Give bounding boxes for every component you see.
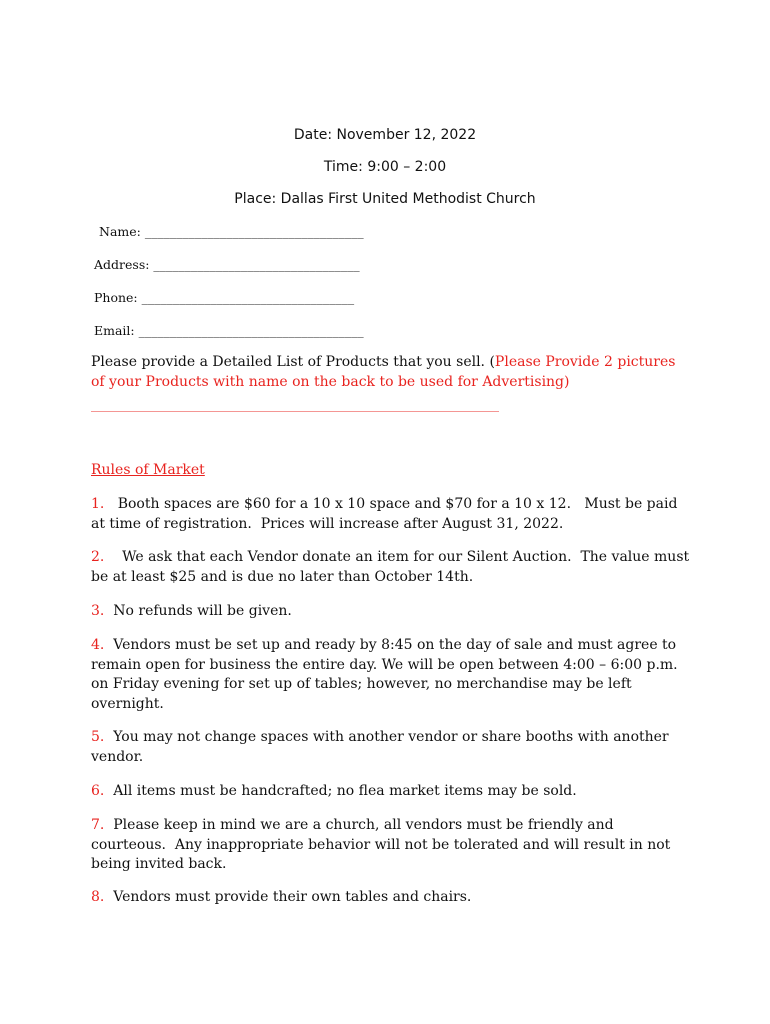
rule-number: 7. (91, 817, 105, 833)
rules-title: Rules of Market (91, 462, 205, 478)
rule-number: 2. (91, 549, 105, 565)
rule-number: 5. (91, 729, 105, 745)
email-field[interactable]: Email: ____________________________________ (94, 323, 364, 338)
rule-text: You may not change spaces with another vendor or share booths with another vendor. (91, 729, 674, 765)
event-place: Place: Dallas First United Methodist Church (234, 191, 536, 207)
products-red-note: Please Provide 2 pictures of your Products with name on the back to be used for Advertising) (91, 354, 676, 390)
rule-item (91, 602, 691, 622)
rule-number: 3. (91, 603, 105, 619)
rule-item (91, 782, 691, 802)
rule-number: 6. (91, 783, 105, 799)
rule-text: No refunds will be given. (104, 603, 292, 619)
rule-number: 4. (91, 637, 105, 653)
rule-text: Vendors must provide their own tables and chairs. (104, 889, 472, 905)
products-request (91, 353, 691, 392)
rule-item (91, 636, 691, 714)
rule-item (91, 816, 691, 875)
address-field[interactable]: Address: _________________________________ (94, 257, 360, 272)
phone-field[interactable]: Phone: __________________________________ (94, 290, 355, 305)
rule-item (91, 548, 694, 587)
rule-number: 1. (91, 496, 105, 512)
rule-item (91, 888, 691, 908)
name-field[interactable]: Name: ___________________________________ (99, 224, 364, 239)
rule-text: Vendors must be set up and ready by 8:45 on the day of sale and must agree to remain open for business the entire day. We will be open between 4:00 – 6:00 p.m. on Friday evening for set up of tables; however, no merchandise may be left overnight. (91, 637, 683, 712)
rule-text: Please keep in mind we are a church, all vendors must be friendly and courteous. Any inappropriate behavior will not be tolerated and will result in not being invited back. (91, 817, 675, 872)
rule-number: 8. (91, 889, 105, 905)
event-time: Time: 9:00 – 2:00 (323, 159, 447, 175)
rule-item (91, 495, 691, 534)
event-date: Date: November 12, 2022 (293, 127, 477, 143)
products-line[interactable]: ____________________________________________________________________ (91, 398, 499, 412)
rule-item (91, 728, 691, 767)
rule-text: Booth spaces are $60 for a 10 x 10 space and $70 for a 10 x 12. Must be paid at time of registration. Prices will increase after August 31, 2022. (91, 496, 682, 532)
products-intro: Please provide a Detailed List of Products that you sell. ( (91, 354, 495, 370)
rule-text: We ask that each Vendor donate an item for our Silent Auction. The value must be at least $25 and is due no later than October 14th. (91, 549, 694, 585)
rule-text: All items must be handcrafted; no flea market items may be sold. (104, 783, 577, 799)
